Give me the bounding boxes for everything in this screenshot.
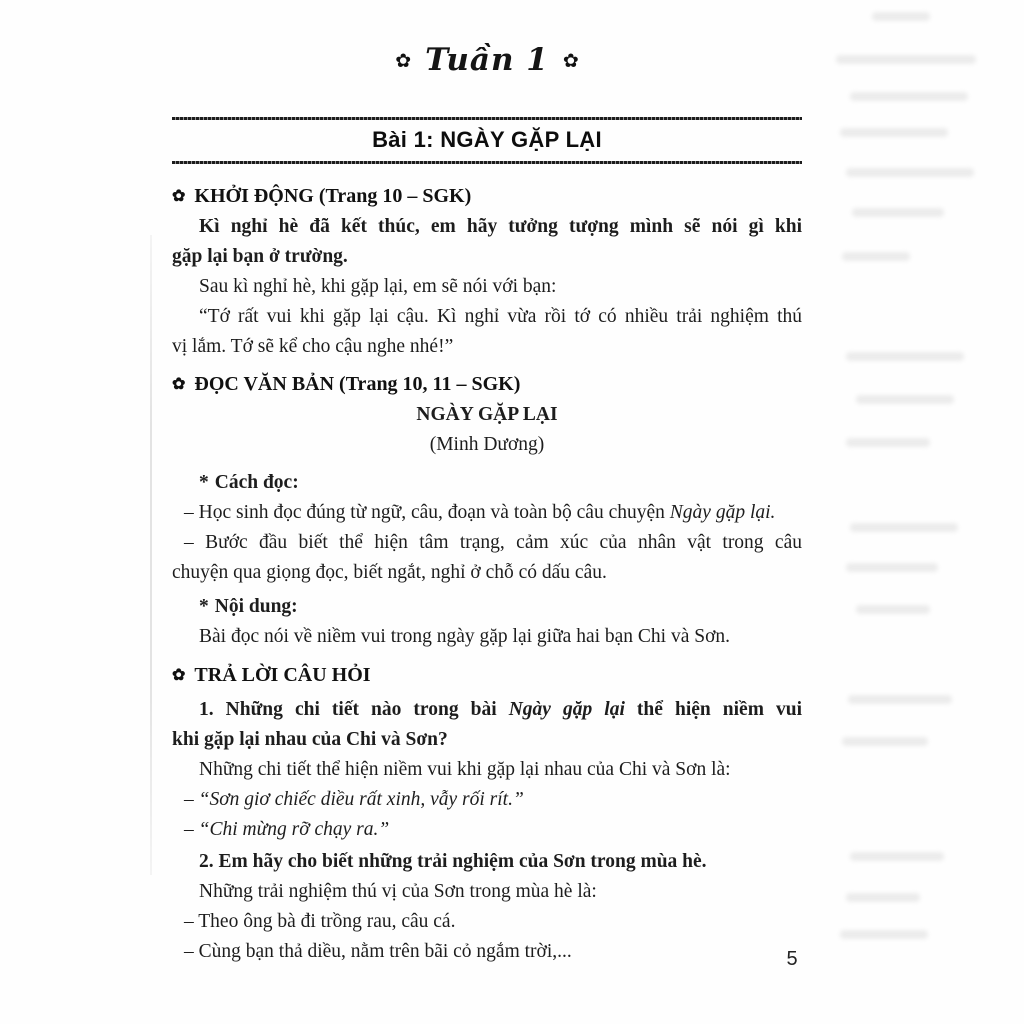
question-text: thể hiện niềm vui — [624, 699, 803, 720]
bleed-through-mark — [846, 438, 930, 447]
flower-icon: ✿ — [562, 51, 579, 72]
asterisk-bullet: * — [199, 596, 209, 617]
flower-icon: ✿ — [172, 188, 186, 205]
bleed-through-mark — [846, 168, 974, 177]
bleed-through-mark — [840, 930, 928, 939]
section-heading-label: ĐỌC VĂN BẢN (Trang 10, 11 – SGK) — [194, 373, 521, 395]
bleed-through-mark — [856, 395, 954, 404]
lesson-header — [172, 117, 802, 164]
flower-icon: ✿ — [172, 376, 186, 393]
bleed-through-mark — [850, 523, 958, 532]
subheading-noi-dung — [172, 592, 802, 622]
section-heading-tra-loi — [172, 660, 802, 691]
page-number: 5 — [786, 948, 798, 970]
reading-guide-item-continued: chuyện qua giọng đọc, biết ngắt, nghỉ ở chỗ có dấu câu. — [172, 562, 607, 583]
bleed-through-mark — [872, 12, 930, 21]
section-heading-label: TRẢ LỜI CÂU HỎI — [194, 664, 371, 686]
lesson-title: Bài 1: NGÀY GẶP LẠI — [372, 127, 602, 152]
bleed-through-mark — [846, 352, 964, 361]
answer-list-item: – Cùng bạn thả diều, nằm trên bãi cỏ ngắm trời,... — [184, 941, 572, 962]
bleed-through-mark — [852, 208, 944, 217]
page-gutter-shadow — [150, 235, 152, 875]
week-title: Tuần 1 — [425, 42, 549, 78]
reading-text-author: (Minh Dương) — [429, 434, 545, 455]
answer-quote-item: – “Sơn giơ chiếc diều rất xinh, vẫy rối rít.” — [184, 789, 524, 810]
question-1-line: khi gặp lại nhau của Chi và Sơn? — [172, 729, 448, 750]
reading-guide-item — [172, 498, 802, 528]
answer-intro-line: Những trải nghiệm thú vị của Sơn trong mùa hè là: — [199, 881, 597, 902]
bleed-through-mark — [850, 852, 944, 861]
reading-guide-item: – Bước đầu biết thể hiện tâm trạng, cảm xúc của nhân vật trong câu — [184, 532, 802, 553]
bleed-through-mark — [842, 737, 928, 746]
answer-line: vị lắm. Tớ sẽ kể cho cậu nghe nhé!” — [172, 336, 454, 357]
bleed-through-mark — [836, 55, 976, 64]
prompt-line: Kì nghỉ hè đã kết thúc, em hãy tưởng tượng mình sẽ nói gì khi — [199, 216, 802, 237]
bleed-through-mark — [850, 92, 968, 101]
question-title-italic: Ngày gặp lại — [508, 699, 625, 720]
answer-intro-line: Sau kì nghỉ hè, khi gặp lại, em sẽ nói với bạn: — [199, 276, 557, 297]
subheading-label: Cách đọc: — [214, 472, 299, 493]
question-text: 1. Những chi tiết nào trong bài — [199, 699, 509, 720]
answer-intro-line: Những chi tiết thể hiện niềm vui khi gặp lại nhau của Chi và Sơn là: — [199, 759, 731, 780]
question-1-line — [172, 695, 802, 725]
answer-quote-item: – “Chi mừng rỡ chạy ra.” — [184, 819, 390, 840]
content-column — [172, 42, 802, 967]
divider-line-bottom — [172, 161, 802, 164]
answer-list-item: – Theo ông bà đi trồng rau, câu cá. — [184, 911, 456, 932]
reading-text-title: NGÀY GẶP LẠI — [416, 404, 558, 425]
asterisk-bullet: * — [199, 472, 209, 493]
subheading-cach-doc — [172, 468, 802, 498]
prompt-line: gặp lại bạn ở trường. — [172, 246, 348, 267]
bleed-through-mark — [856, 605, 930, 614]
bleed-through-mark — [840, 128, 948, 137]
flower-icon: ✿ — [172, 667, 186, 684]
bleed-through-mark — [846, 563, 938, 572]
section-heading-khoi-dong — [172, 181, 802, 212]
week-banner — [172, 42, 802, 84]
subheading-label: Nội dung: — [214, 596, 298, 617]
answer-line: “Tớ rất vui khi gặp lại cậu. Kì nghỉ vừa rồi tớ có nhiều trải nghiệm thú — [199, 306, 802, 327]
guide-item-title-italic: Ngày gặp lại. — [669, 502, 776, 523]
question-2-line: 2. Em hãy cho biết những trải nghiệm của Sơn trong mùa hè. — [199, 851, 707, 872]
section-heading-doc-van-ban — [172, 369, 802, 400]
content-summary-line: Bài đọc nói về niềm vui trong ngày gặp lại giữa hai bạn Chi và Sơn. — [199, 626, 731, 647]
guide-item-text: – Học sinh đọc đúng từ ngữ, câu, đoạn và toàn bộ câu chuyện — [184, 502, 670, 523]
section-heading-label: KHỞI ĐỘNG (Trang 10 – SGK) — [194, 185, 472, 207]
bleed-through-mark — [848, 695, 952, 704]
bleed-through-mark — [842, 252, 910, 261]
flower-icon: ✿ — [395, 51, 412, 72]
bleed-through-mark — [846, 893, 920, 902]
